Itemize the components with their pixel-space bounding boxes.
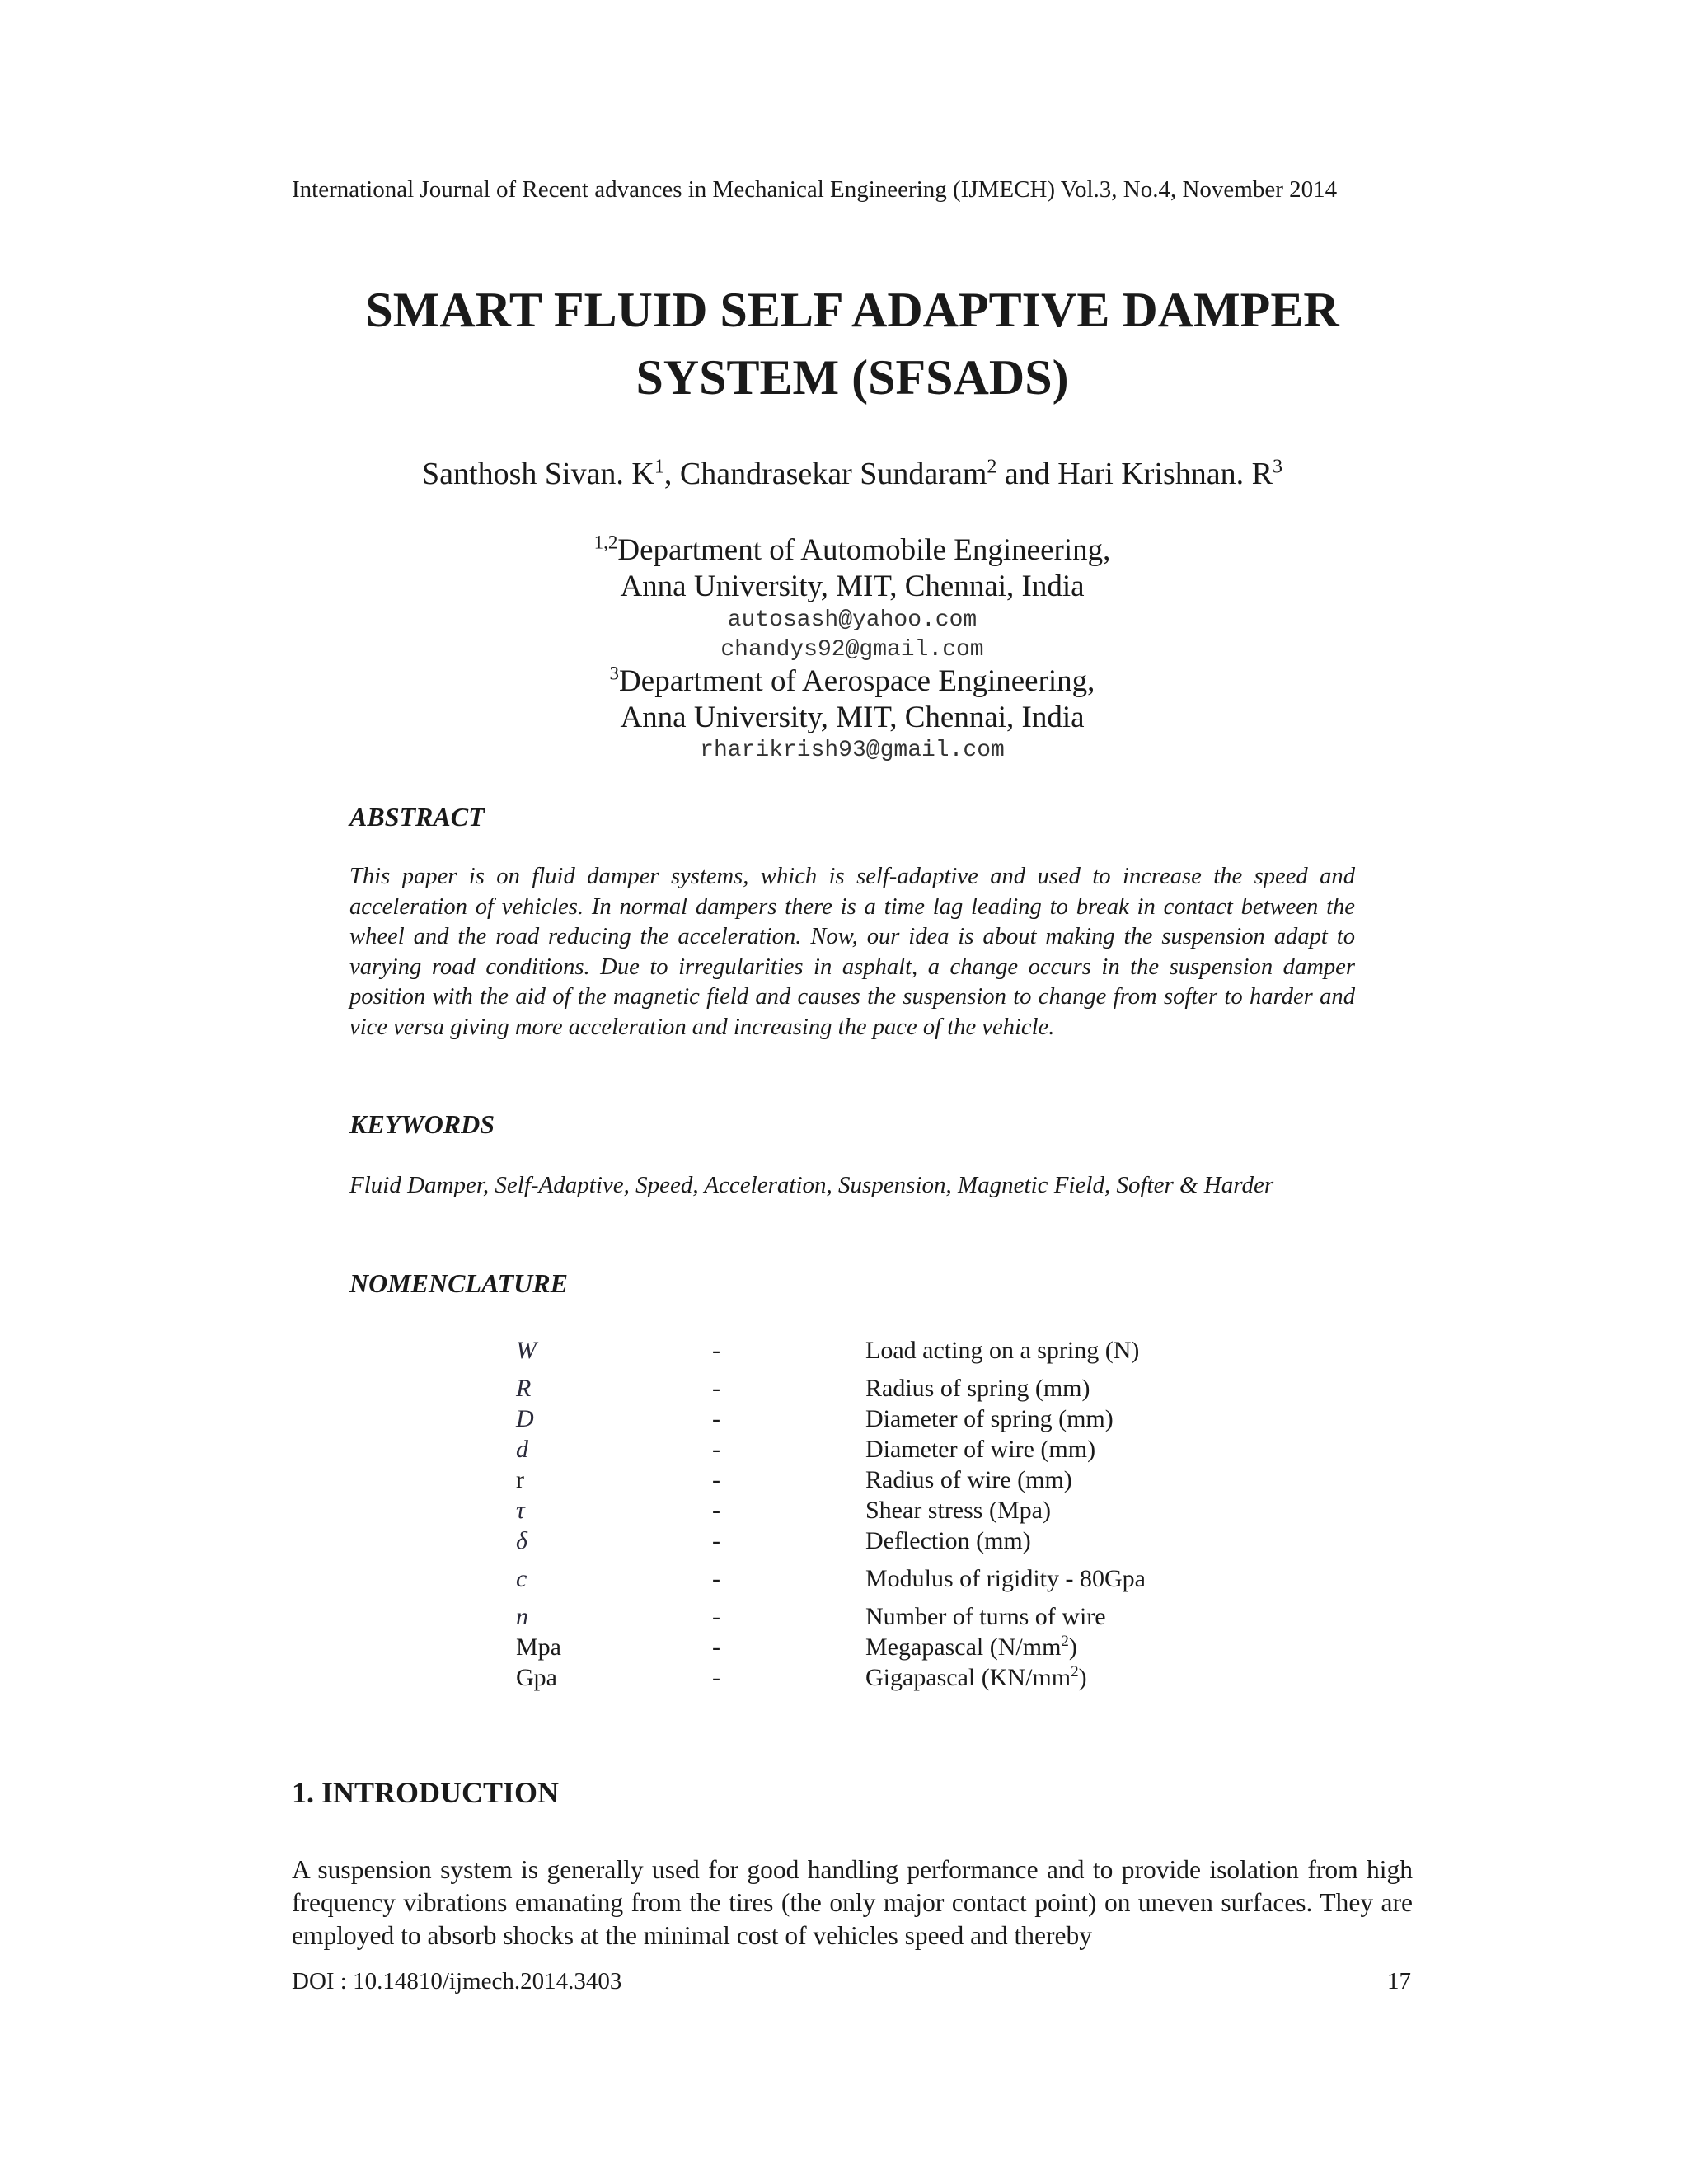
author-name: Santhosh Sivan. K xyxy=(422,457,654,491)
nomenclature-description: Megapascal $(N/mm^2)$ xyxy=(865,1633,1077,1661)
nomenclature-dash: - xyxy=(712,1664,720,1691)
introduction-heading xyxy=(292,1774,559,1811)
nomenclature-dash: - xyxy=(712,1436,720,1463)
nomenclature-symbol: d xyxy=(516,1436,528,1463)
affiliation-institution: Anna University, MIT, Chennai, India xyxy=(620,569,1085,603)
nomenclature-row xyxy=(516,1633,1258,1664)
affiliation-dept: $^3$Department of Aerospace Engineering, xyxy=(609,663,1095,698)
author-email[interactable]: chandys92@gmail.com xyxy=(720,637,984,663)
title-line-2: SYSTEM (SFSADS) xyxy=(635,350,1069,405)
nomenclature-symbol: n xyxy=(516,1603,528,1630)
running-header: International Journal of Recent advances in Mechanical Engineering (IJMECH) Vol.3, No.4, November 2014 xyxy=(292,176,1338,203)
nomenclature-heading: NOMENCLATURE xyxy=(349,1268,568,1298)
nomenclature-description: Diameter of spring (mm) xyxy=(865,1405,1114,1432)
nomenclature-symbol: c xyxy=(516,1565,528,1592)
author-separator: , xyxy=(663,457,680,491)
nomenclature-row xyxy=(516,1405,1258,1436)
author-email[interactable]: rharikrish93@gmail.com xyxy=(700,738,1005,763)
nomenclature-dash: - xyxy=(712,1603,720,1630)
section-number: 1. xyxy=(292,1776,314,1809)
nomenclature-row xyxy=(516,1337,1258,1375)
affiliation-mark: 3 xyxy=(609,663,620,684)
nomenclature-symbol: r xyxy=(516,1466,524,1493)
nomenclature-description: Modulus of rigidity - 80Gpa xyxy=(865,1565,1146,1592)
nomenclature-row xyxy=(516,1375,1258,1405)
unit-exponent: 2 xyxy=(1071,1663,1079,1680)
nomenclature-symbol: τ xyxy=(516,1497,525,1524)
affiliation-institution: Anna University, MIT, Chennai, India xyxy=(620,701,1085,734)
paper-title xyxy=(292,276,1413,411)
section-title: INTRODUCTION xyxy=(321,1776,560,1809)
nomenclature-row xyxy=(516,1436,1258,1466)
author-name: Hari Krishnan. R xyxy=(1057,457,1273,491)
nomenclature-row xyxy=(516,1497,1258,1527)
abstract-heading: ABSTRACT xyxy=(349,802,485,832)
affiliation-mark: 1,2 xyxy=(593,532,618,553)
nomenclature-dash: - xyxy=(712,1527,720,1554)
nomenclature-row xyxy=(516,1527,1258,1565)
nomenclature-symbol: W xyxy=(516,1337,537,1364)
nomenclature-description: Deflection (mm) xyxy=(865,1527,1031,1554)
nomenclature-description: Gigapascal $(KN/mm^2)$ xyxy=(865,1663,1087,1691)
nomenclature-dash: - xyxy=(712,1497,720,1524)
author-mark: 1 xyxy=(654,456,664,478)
page-number: 17 xyxy=(1387,1968,1411,1994)
title-line-1: SMART FLUID SELF ADAPTIVE DAMPER xyxy=(365,283,1339,337)
keywords-body: Fluid Damper, Self-Adaptive, Speed, Acceleration, Suspension, Magnetic Field, Softer & Harder xyxy=(349,1172,1274,1198)
nomenclature-table xyxy=(516,1337,1258,1694)
nomenclature-dash: - xyxy=(712,1375,720,1402)
nomenclature-description: Radius of spring (mm) xyxy=(865,1375,1090,1402)
author-mark: 2 xyxy=(987,456,997,478)
nomenclature-dash: - xyxy=(712,1633,720,1661)
nomenclature-dash: - xyxy=(712,1466,720,1493)
nomenclature-row xyxy=(516,1565,1258,1603)
nomenclature-description: Shear stress (Mpa) xyxy=(865,1497,1051,1524)
nomenclature-symbol: Gpa xyxy=(516,1664,557,1691)
nomenclature-dash: - xyxy=(712,1565,720,1592)
nomenclature-symbol: D xyxy=(516,1405,534,1432)
unit-exponent: 2 xyxy=(1061,1633,1069,1650)
nomenclature-description: Radius of wire (mm) xyxy=(865,1466,1072,1493)
abstract-body: This paper is on fluid damper systems, which is self-adaptive and used to increase the speed and acceleration of vehicles. In normal dampers there is a time lag leading to break in contact between the wheel and the road reducing the acceleration. Now, our idea is about making the suspension adapt to varying road conditions. Due to irregularities in asphalt, a change occurs in the suspension damper position with the aid of the magnetic field and causes the suspension to change from softer to harder and vice versa giving more acceleration and increasing the pace of the vehicle. xyxy=(349,864,1355,1040)
keywords-heading: KEYWORDS xyxy=(349,1109,495,1139)
nomenclature-description: Number of turns of wire xyxy=(865,1603,1106,1630)
nomenclature-dash: - xyxy=(712,1337,720,1364)
footer-doi[interactable]: DOI : 10.14810/ijmech.2014.3403 xyxy=(292,1968,622,1994)
nomenclature-symbol: R xyxy=(516,1375,532,1402)
nomenclature-row xyxy=(516,1664,1258,1694)
nomenclature-dash: - xyxy=(712,1405,720,1432)
introduction-body: A suspension system is generally used for good handling performance and to provide isolation from high frequency vibrations emanating from the tires (the only major contact point) on uneven surfaces. They are employed to absorb shocks at the minimal cost of vehicles speed and thereby xyxy=(292,1855,1413,1950)
affiliation-dept: $^{1,2}$Department of Automobile Engineering, xyxy=(593,532,1111,567)
author-mark: 3 xyxy=(1272,456,1282,478)
nomenclature-symbol: δ xyxy=(516,1527,528,1554)
author-list xyxy=(292,449,1413,499)
nomenclature-description: Load acting on a spring (N) xyxy=(865,1337,1140,1364)
author-email[interactable]: autosash@yahoo.com xyxy=(727,607,978,633)
nomenclature-row xyxy=(516,1603,1258,1633)
nomenclature-description: Diameter of wire (mm) xyxy=(865,1436,1096,1463)
author-name: Chandrasekar Sundaram xyxy=(679,457,987,491)
nomenclature-symbol: Mpa xyxy=(516,1633,561,1661)
author-separator: and xyxy=(996,457,1058,491)
nomenclature-row xyxy=(516,1466,1258,1497)
